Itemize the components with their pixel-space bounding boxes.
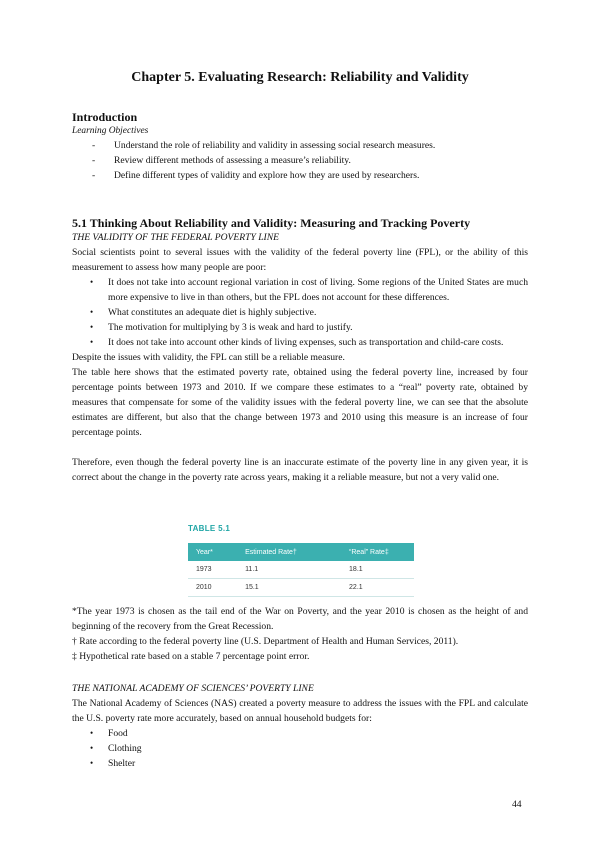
column-header: Year*	[188, 543, 223, 561]
nas-section	[72, 681, 528, 771]
list-item: • It does not take into account other kinds of living expenses, such as transportation and child-care costs.	[90, 335, 528, 350]
objective-item: - Review different methods of assessing a measure’s reliability.	[92, 153, 528, 168]
column-header: “Real” Rate‡	[327, 543, 414, 561]
list-item: • Food	[90, 726, 528, 741]
intro-section	[72, 110, 528, 183]
table-header-row	[188, 543, 414, 561]
fpl-intro-paragraph: Social scientists point to several issues with the validity of the federal poverty line (FPL), or the ability of this measurement to assess how many people are poor:	[72, 247, 528, 273]
table-title: TABLE 5.1	[188, 524, 231, 533]
learning-objectives-label: Learning Objectives	[72, 126, 149, 136]
chapter-title: Chapter 5. Evaluating Research: Reliability and Validity	[131, 70, 469, 85]
table-row	[188, 561, 414, 579]
table-notes	[72, 604, 528, 664]
nas-budget-list	[72, 726, 528, 771]
poverty-rate-table	[188, 543, 414, 597]
fpl-subheading: THE VALIDITY OF THE FEDERAL POVERTY LINE	[72, 232, 279, 243]
objective-item: - Understand the role of reliability and validity in assessing social research measures.	[92, 138, 528, 153]
table-cell: 18.1	[327, 561, 414, 579]
list-item: • The motivation for multiplying by 3 is weak and hard to justify.	[90, 320, 528, 335]
section-heading: 5.1 Thinking About Reliability and Validity: Measuring and Tracking Poverty	[72, 216, 471, 230]
list-item: • Clothing	[90, 741, 528, 756]
page-number: 44	[512, 799, 522, 810]
nas-subheading: THE NATIONAL ACADEMY OF SCIENCES’ POVERTY LINE	[72, 683, 314, 694]
list-item: • What constitutes an adequate diet is highly subjective.	[90, 305, 528, 320]
list-item: • It does not take into account regional variation in cost of living. Some regions of the United States are much more expensive to live in than others, but the FPL does not account for these differences.	[90, 275, 528, 305]
column-header: Estimated Rate†	[223, 543, 327, 561]
objective-item: - Define different types of validity and explore how they are used by researchers.	[92, 168, 528, 183]
note-estimated-rate: † Rate according to the federal poverty line (U.S. Department of Health and Human Services, 2011).	[72, 636, 459, 647]
table-cell: 2010	[188, 579, 223, 597]
objectives-list	[72, 138, 528, 183]
reliability-paragraph: Despite the issues with validity, the FPL can still be a reliable measure.	[72, 352, 345, 363]
table-row	[188, 579, 414, 597]
table-cell: 22.1	[327, 579, 414, 597]
table-explanation-paragraph: The table here shows that the estimated poverty rate, obtained using the federal poverty line, increased by four percentage points between 1973 and 2010. If we compare these estimates to a “real” poverty rate, obtained by measures that compensate for some of the validity issues with the federal poverty line, we can see that the absolute estimates are different, but also that the change between 1973 and 2010 using this measure is an increase of four percentage points.	[72, 367, 528, 438]
note-real-rate: ‡ Hypothetical rate based on a stable 7 percentage point error.	[72, 651, 310, 662]
fpl-issues-list	[72, 275, 528, 350]
note-year: *The year 1973 is chosen as the tail end of the War on Poverty, and the year 2010 is chosen as the height of and beginning of the recovery from the Great Recession.	[72, 606, 528, 632]
table-cell: 15.1	[223, 579, 327, 597]
intro-heading: Introduction	[72, 110, 138, 124]
section-5-1	[72, 216, 528, 485]
list-item: • Shelter	[90, 756, 528, 771]
conclusion-paragraph: Therefore, even though the federal poverty line is an inaccurate estimate of the poverty line in any given year, it is correct about the change in the poverty rate across years, making it a reliable measure, but not a very valid one.	[72, 457, 528, 483]
nas-paragraph: The National Academy of Sciences (NAS) created a poverty measure to address the issues with the FPL and calculate the U.S. poverty rate more accurately, based on annual household budgets for:	[72, 698, 528, 724]
table-cell: 11.1	[223, 561, 327, 579]
table-cell: 1973	[188, 561, 223, 579]
